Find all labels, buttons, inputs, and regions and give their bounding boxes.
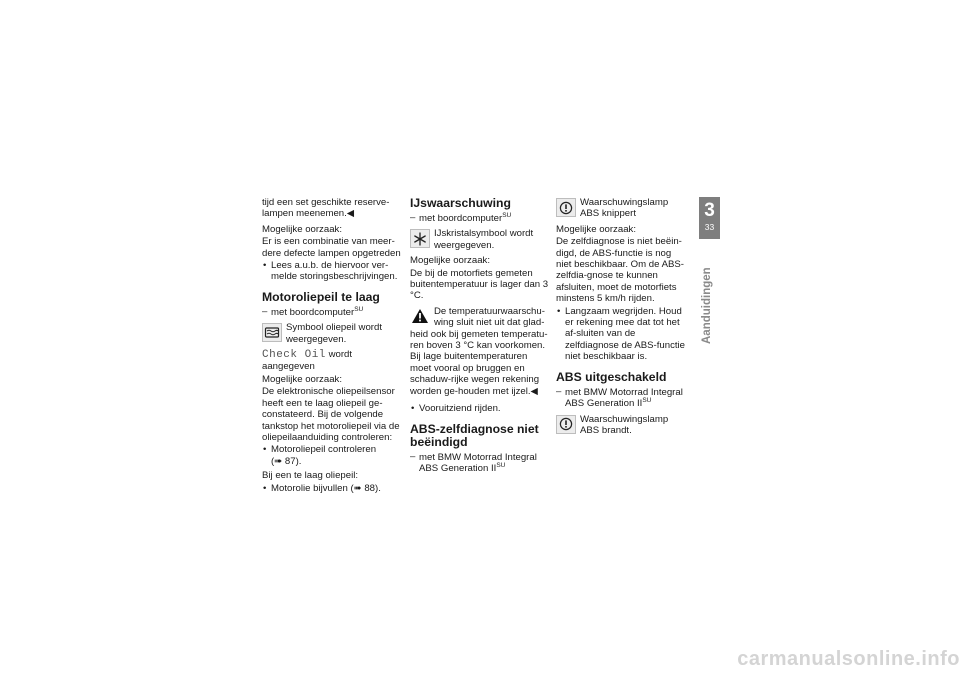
ice-crystal-icon — [410, 229, 430, 248]
bullet-item: • Langzaam wegrijden. Houd er rekening mee dat tot het af-sluiten van de zelfdiagnose de ABS-functie niet beschikbaar is. — [556, 306, 688, 363]
abs-warning-icon — [556, 415, 576, 434]
bullet-item: • Lees a.u.b. de hiervoor ver-melde storingsbeschrijvingen. — [262, 260, 402, 283]
paragraph: De elektronische oliepeilsensor heeft een te laag oliepeil ge-constateerd. Bij de volgende tankstop het motoroliepeil via de oliepeilaanduiding controleren: — [262, 386, 400, 443]
dash-item: – met boordcomputer$^{SU}$ — [410, 213, 550, 224]
end-marker-icon: ◀ — [346, 208, 355, 220]
paragraph: Er is een combinatie van meer-dere defecte lampen opgetreden — [262, 236, 401, 259]
section-heading: ABS-zelfdiagnose niet beëindigd — [410, 421, 539, 449]
dash-item: – met BMW Motorrad Integral ABS Generation $II^{SU}$ — [410, 452, 550, 475]
icon-description: Waarschuwingslamp ABS brandt. — [580, 413, 669, 436]
paragraph: tijd een set geschikte reserve-lampen meenemen.◀ — [262, 197, 390, 220]
paragraph: Bij een te laag oliepeil: — [262, 470, 359, 482]
warning-triangle-icon — [410, 307, 430, 326]
display-text: Check Oil — [262, 349, 326, 362]
icon-row — [556, 414, 688, 437]
paragraph: Mogelijke oorzaak: — [556, 223, 636, 235]
paragraph: Mogelijke oorzaak: — [262, 373, 342, 385]
dash-item: – met BMW Motorrad Integral ABS Generation $II^{SU}$ — [556, 387, 688, 410]
end-marker-icon: ◀ — [530, 385, 538, 397]
paragraph: De zelfdiagnose is niet beëin-digd, de ABS-functie is nog niet beschikbaar. Om de ABS-zelfdia-gnose te kunnen afsluiten, moet de motorfiets minstens 5 km/h rijden. — [556, 236, 684, 305]
paragraph: Check Oil wordt aangegeven — [262, 349, 353, 373]
icon-row — [262, 322, 402, 345]
icon-description: Waarschuwingslamp ABS knippert — [580, 197, 669, 220]
watermark: carmanualsonline.info — [737, 648, 960, 670]
column-2 — [410, 197, 550, 478]
oil-level-icon — [262, 323, 282, 342]
icon-row — [556, 197, 688, 220]
abs-warning-icon — [556, 198, 576, 217]
paragraph: Mogelijke oorzaak: — [262, 223, 342, 235]
column-1 — [262, 197, 402, 497]
section-heading: ABS uitgeschakeld — [556, 369, 667, 384]
bullet-item: • Motoroliepeil controleren (➠ 87). — [262, 444, 402, 467]
icon-description: IJskristalsymbool wordt weergegeven. — [434, 228, 534, 251]
section-heading: IJswaarschuwing — [410, 196, 511, 210]
chapter-number: 3 — [704, 200, 715, 221]
paragraph: De bij de motorfiets gemeten buitentemperatuur is lager dan 3 °C. — [410, 267, 549, 302]
page-number: 33 — [704, 222, 715, 232]
column-3 — [556, 197, 688, 440]
paragraph: Mogelijke oorzaak: — [410, 255, 490, 267]
section-heading: Motoroliepeil te laag — [262, 289, 380, 304]
dash-item: – met boordcomputer$^{SU}$ — [262, 307, 402, 318]
bullet-item: • Vooruitziend rijden. — [410, 403, 550, 414]
warning-note: De temperatuurwaarschu-wing sluit niet uit dat glad-heid ook bij gemeten temperatu-ren boven 3 °C kan voorkomen. Bij lage buitentemperaturen moet vooral op bruggen en schaduw-rijke wegen rekening worden ge-houden met ijzel.◀ — [410, 305, 548, 397]
icon-description: Symbool oliepeil wordt weergegeven. — [286, 322, 382, 345]
chapter-tab — [699, 197, 720, 239]
bullet-item: • Motorolie bijvullen (➠ 88). — [262, 483, 402, 494]
chapter-title: Aanduidingen — [701, 267, 713, 344]
icon-row — [410, 228, 550, 251]
